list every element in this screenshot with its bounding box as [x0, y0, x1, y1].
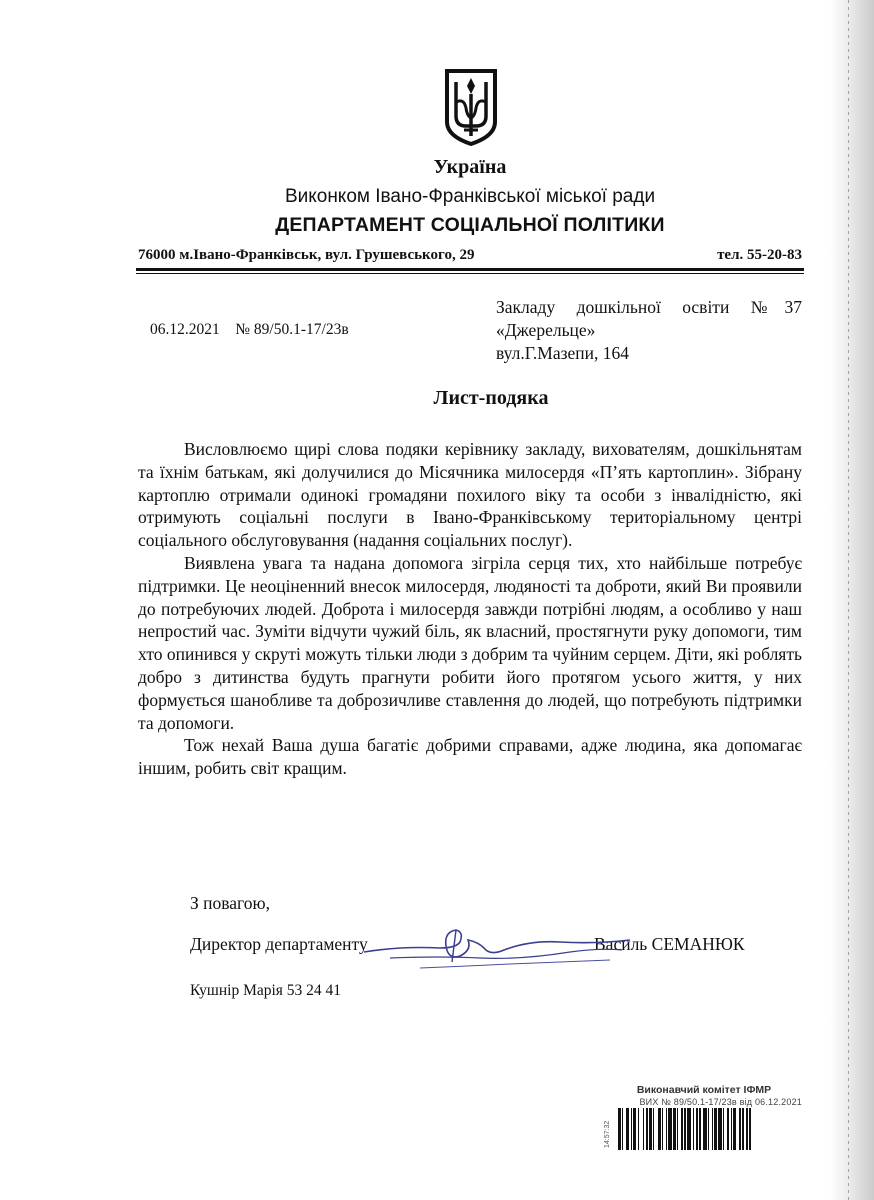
body-paragraph-3: Тож нехай Ваша душа багатіє добрими справами, адже людина, яка допомагає іншим, робить світ кращим.: [138, 735, 802, 779]
executor-contact: Кушнір Марія 53 24 41: [190, 982, 342, 999]
reference-date: 06.12.2021: [150, 321, 220, 338]
body-paragraph-1: Висловлюємо щирі слова подяки керівнику закладу, вихователям, дошкільнятам та їхнім батькам, які долучилися до Місячника милосердя «П’ять картоплин». Зібрану картоплю отримали одинокі громадяни похилого віку та особи з інвалідністю, які отримують соціальні послуги в Івано-Франківському територіальному центрі соціального обслуговування (надання соціальних послуг).: [138, 439, 802, 551]
country-heading: Україна: [433, 156, 507, 178]
recipient-block: [496, 296, 802, 365]
stamp-organization: Виконавчий комітет ІФМР: [636, 1084, 772, 1096]
barcode-image: [618, 1108, 804, 1150]
barcode-bar: [751, 1108, 754, 1150]
postal-address: 76000 м.Івано-Франківськ, вул. Грушевського, 29: [138, 247, 475, 263]
signatory-title: Директор департаменту: [190, 934, 368, 954]
address-line: [138, 247, 802, 264]
recipient-line-3: вул.Г.Мазепи, 164: [496, 343, 630, 363]
reference-number: № 89/50.1-17/23в: [235, 321, 349, 338]
registration-stamp: [606, 1084, 802, 1152]
closing-phrase: З повагою,: [190, 893, 270, 913]
body-paragraph-2: Виявлена увага та надана допомога зігріла серця тих, хто найбільше потребує підтримки. Це неоціненний внесок милосердя, людяності та доброти, який Ви проявили до потребуючих людей. Доброта і милосердя завжди потрібні людям, а особливо у наш непростий час. Зуміти відчути чужий біль, як власний, простягнути руку допомоги, тим хто опинився у скруті можуть тільки люди з добрим та чуйним серцем. Діти, які роблять добро з дитинства будуть прагнути робити його протягом усього життя, у них формується шанобливе та доброзичливе ставлення до людей, що потребують підтримки та допомоги.: [138, 552, 802, 733]
letter-body: [138, 438, 802, 780]
handwritten-signature: [360, 912, 640, 992]
stamp-registration: ВИХ № 89/50.1-17/23в від 06.12.2021: [639, 1097, 802, 1107]
header-rule-thin: [136, 273, 804, 274]
letter-title: Лист-подяка: [433, 387, 549, 409]
coat-of-arms-icon: [444, 68, 498, 146]
recipient-line-1: Закладу дошкільної освіти №37: [496, 297, 802, 317]
header-rule-thick: [136, 268, 804, 271]
recipient-line-2: «Джерельце»: [496, 320, 596, 340]
signatory-name: Василь СЕМАНЮК: [594, 934, 745, 954]
phone-number: тел. 55-20-83: [717, 247, 802, 263]
executive-committee-heading: Виконком Івано-Франківської міської ради: [284, 186, 656, 207]
scan-edge-shadow: [830, 0, 874, 1200]
outgoing-reference: [150, 321, 349, 339]
stamp-time: 14:57:32: [604, 1120, 611, 1148]
stamp-barcode-area: [606, 1108, 802, 1152]
department-heading: ДЕПАРТАМЕНТ СОЦІАЛЬНОЇ ПОЛІТИКИ: [275, 214, 665, 236]
